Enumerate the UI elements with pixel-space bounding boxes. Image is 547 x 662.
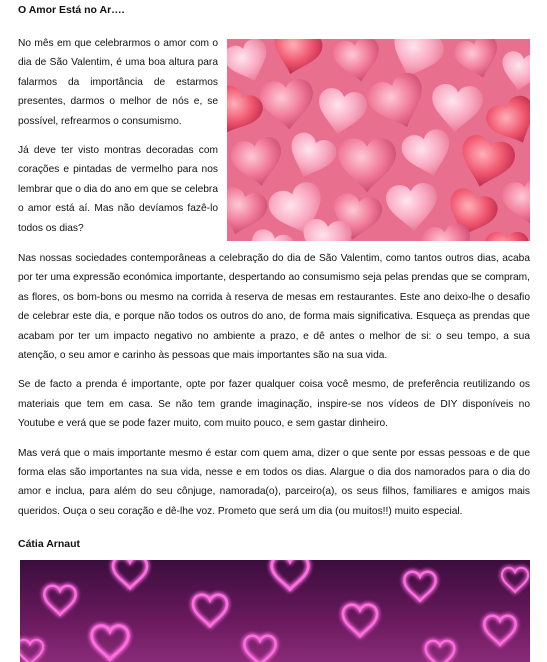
candy-hearts-image [227, 39, 530, 241]
article-paragraph: Nas nossas sociedades contemporâneas a celebração do dia de São Valentim, como tantos outros dias, acaba por ter uma expressão económica importante, despertando ao consumismo seja pelas prendas que se compram, as flores, os bom-bons ou mesmo na corrida à reserva de mesas em restaurantes. Este ano deixo-lhe o desafio de celebrar este dia, e porque não todos os outros do ano, de forma mais significativa. Esqueça as prendas que acabam por ter um impacto negativo no ambiente a prazo, e dê antes o melhor de si: o seu tempo, a sua atenção, o seu amor e carinho às pessoas que mais importantes são na sua vida. [18, 253, 530, 362]
neon-hearts-graphic [20, 560, 530, 662]
intro-paragraph: Já deve ter visto montras decoradas com corações e pintadas de vermelho para nos lembrar que o dia do ano em que se celebra o amor está aí. Mas não devíamos fazê-lo todos os dias? [18, 145, 218, 234]
candy-hearts-graphic [227, 39, 530, 241]
article-body [18, 249, 530, 531]
article-author: Cátia Arnaut [18, 538, 81, 550]
article-paragraph: Se de facto a prenda é importante, opte por fazer qualquer coisa você mesmo, de preferência reutilizando os materiais que tem em casa. Se não tem grande imaginação, inspire-se nos vídeos de DIY disponíveis no Youtube e verá que se pode fazer muito, com muito pouco, e sem gastar dinheiro. [18, 379, 530, 430]
intro-paragraph: No mês em que celebrarmos o amor com o dia de São Valentim, é uma boa altura para falarmos da importância de estarmos presentes, darmos o melhor de nós e, se possível, refrearmos o consumismo. [18, 38, 218, 127]
neon-hearts-image [20, 560, 530, 662]
article-paragraph: Mas verá que o mais importante mesmo é estar com quem ama, dizer o que sente por essas pessoas e de que forma elas são importantes na sua vida, nesse e em todos os dias. Alargue o dia dos namorados para o dia do amor e inclua, para além do seu cônjuge, namorada(o), parceiro(a), os seus filhos, familiares e amigos mais queridos. Ouça o seu coração e dê-lhe voz. Prometo que será um dia (ou muitos!!) muito especial. [18, 447, 530, 517]
intro-text [18, 34, 218, 248]
article-title: O Amor Está no Ar…. [18, 4, 125, 16]
